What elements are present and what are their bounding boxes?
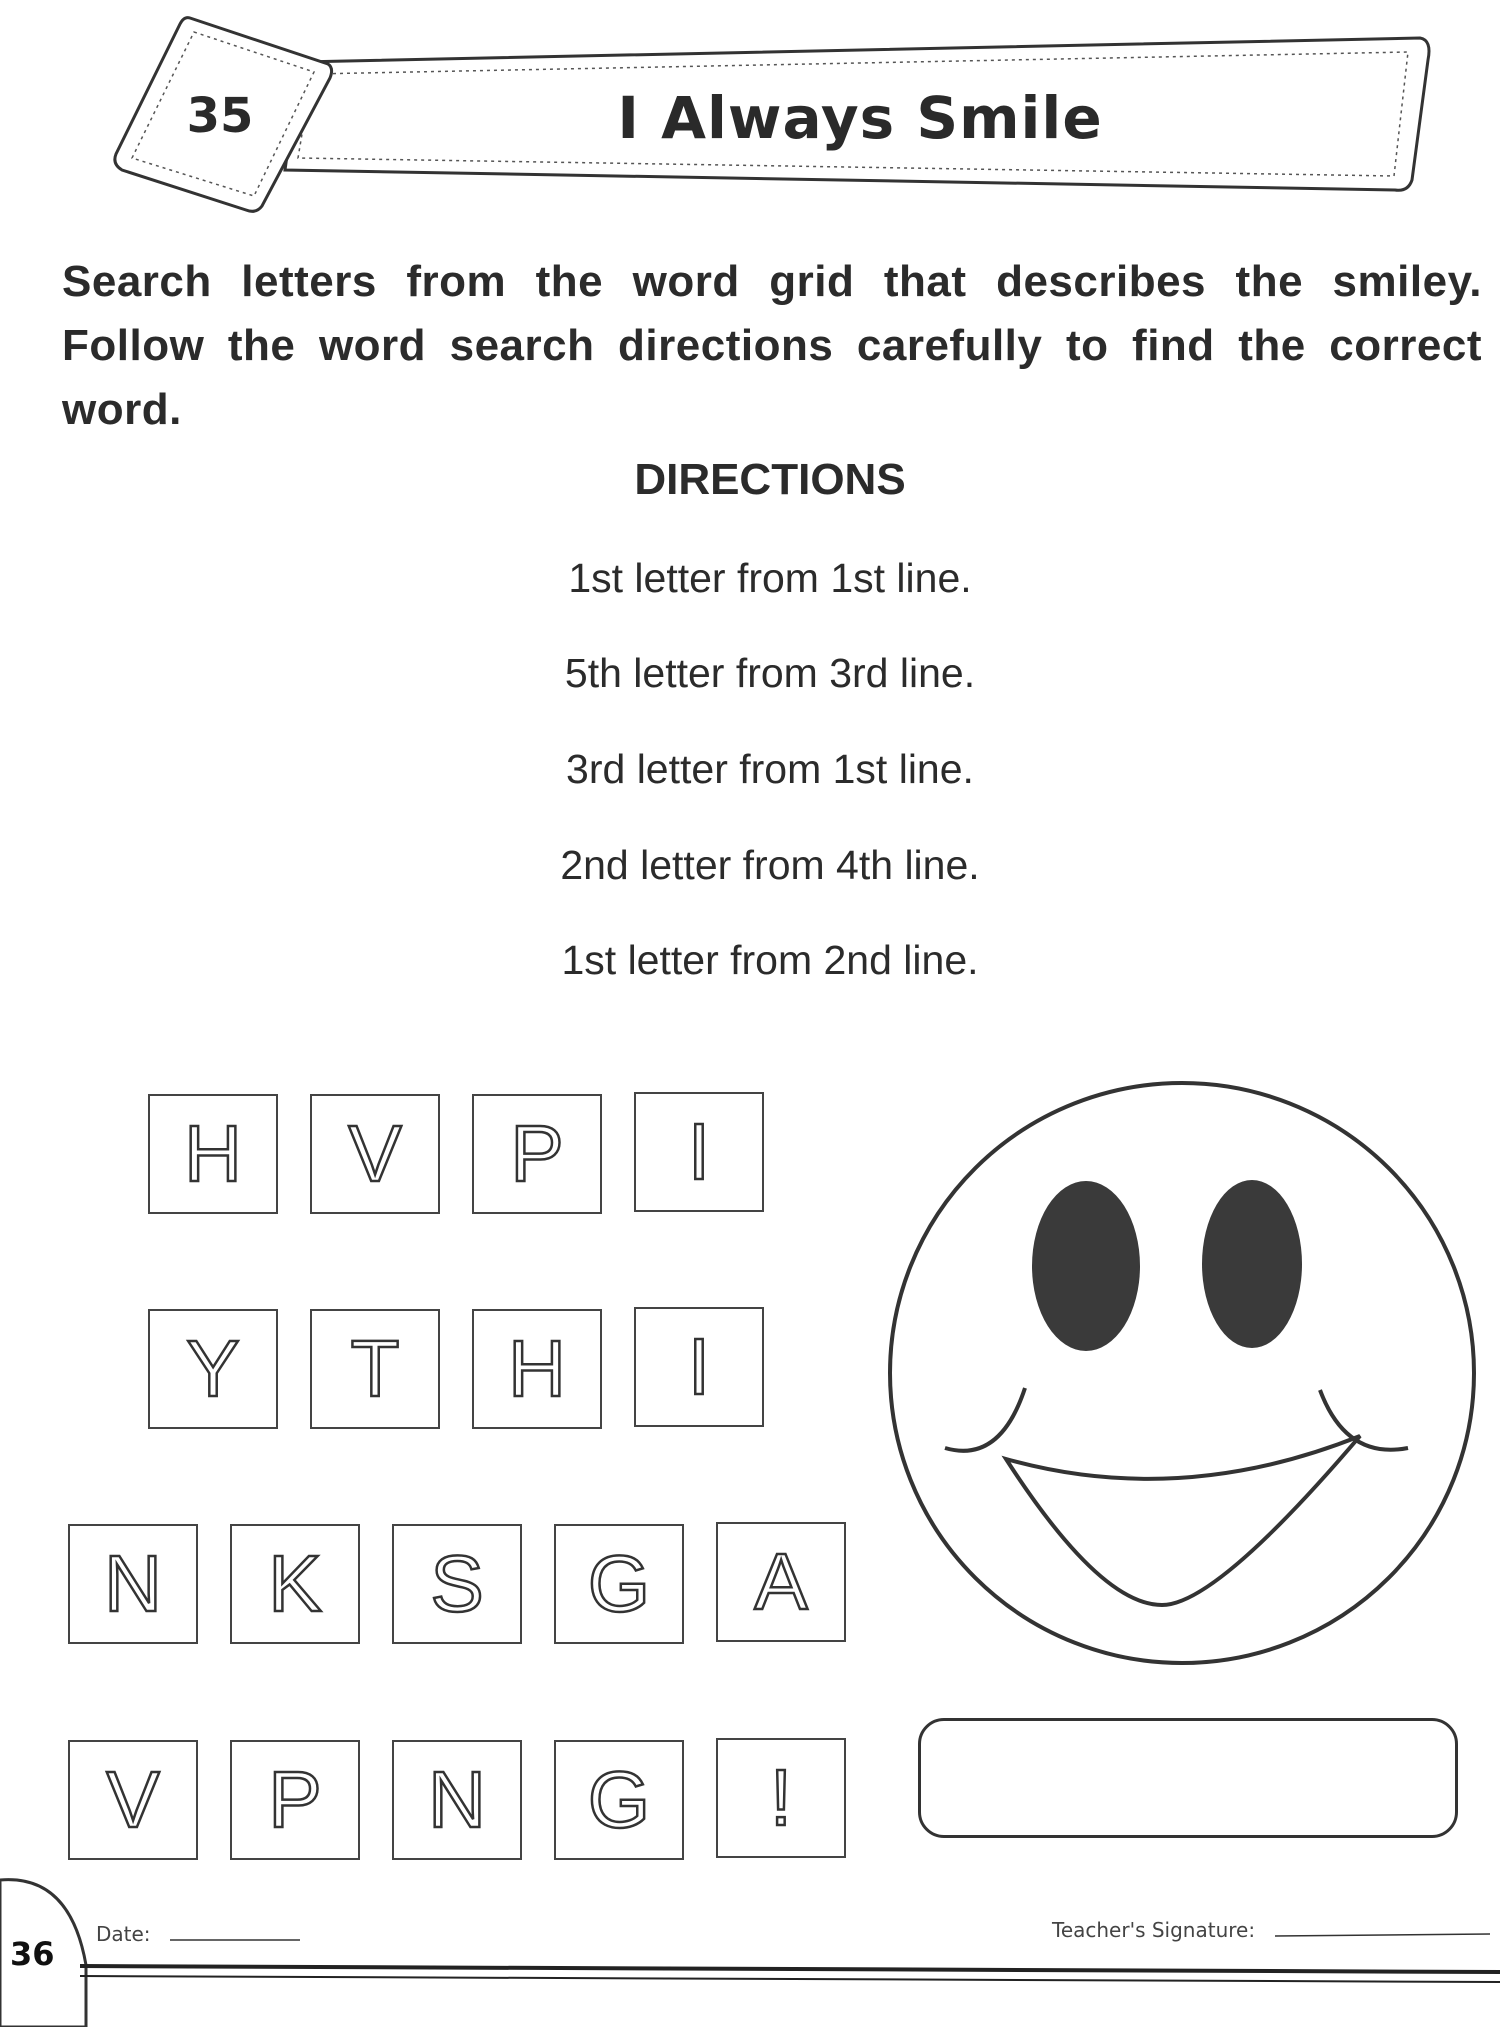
tile-letter: T (350, 1324, 400, 1413)
tile-letter: G (587, 1539, 651, 1628)
tile-letter: I (687, 1322, 711, 1411)
page-number: 36 (10, 1935, 55, 1973)
instructions-text: Search letters from the word grid that describes the smiley. Follow the word search directions carefully to find the correct word. (62, 257, 1482, 434)
direction-line: 1st letter from 1st line. (568, 555, 972, 601)
date-label: Date: (96, 1922, 151, 1946)
letter-tile (230, 1524, 360, 1644)
letter-tile (634, 1307, 764, 1427)
tile-letter: G (587, 1755, 651, 1844)
letter-tile (68, 1524, 198, 1644)
letter-tile (472, 1309, 602, 1429)
tile-letter: P (268, 1755, 322, 1844)
footer-decoration (0, 1860, 1500, 2027)
tile-letter: H (184, 1109, 242, 1198)
smiley-face-icon (880, 1070, 1480, 1670)
page-title: I Always Smile (617, 84, 1103, 152)
tile-letter: K (268, 1539, 322, 1628)
letter-tile (68, 1740, 198, 1860)
letter-tile (472, 1094, 602, 1214)
tile-letter: ! (769, 1753, 793, 1842)
letter-tile (716, 1738, 846, 1858)
direction-line: 2nd letter from 4th line. (560, 842, 980, 888)
letter-tile (554, 1740, 684, 1860)
letter-tile (310, 1094, 440, 1214)
tile-letter: P (510, 1109, 564, 1198)
tile-letter: I (687, 1107, 711, 1196)
letter-tile (634, 1092, 764, 1212)
letter-tile (230, 1740, 360, 1860)
signature-label: Teacher's Signature: (1052, 1918, 1256, 1942)
tile-letter: V (348, 1109, 402, 1198)
tile-letter: A (754, 1537, 808, 1626)
letter-tile (148, 1094, 278, 1214)
answer-field[interactable] (918, 1718, 1458, 1838)
letter-tile (148, 1309, 278, 1429)
letter-tile (554, 1524, 684, 1644)
lesson-number: 35 (186, 88, 254, 144)
tile-letter: Y (186, 1324, 240, 1413)
tile-letter: H (508, 1324, 566, 1413)
direction-line: 5th letter from 3rd line. (564, 650, 976, 696)
letter-tile (392, 1740, 522, 1860)
direction-line: 3rd letter from 1st line. (566, 746, 974, 792)
direction-line: 1st letter from 2nd line. (561, 937, 979, 983)
letter-tile (310, 1309, 440, 1429)
tile-letter: N (428, 1755, 486, 1844)
tile-letter: N (104, 1539, 162, 1628)
directions-heading: DIRECTIONS (634, 455, 906, 504)
letter-tile (392, 1524, 522, 1644)
tile-letter: S (430, 1539, 484, 1628)
letter-tile (716, 1522, 846, 1642)
tile-letter: V (106, 1755, 160, 1844)
